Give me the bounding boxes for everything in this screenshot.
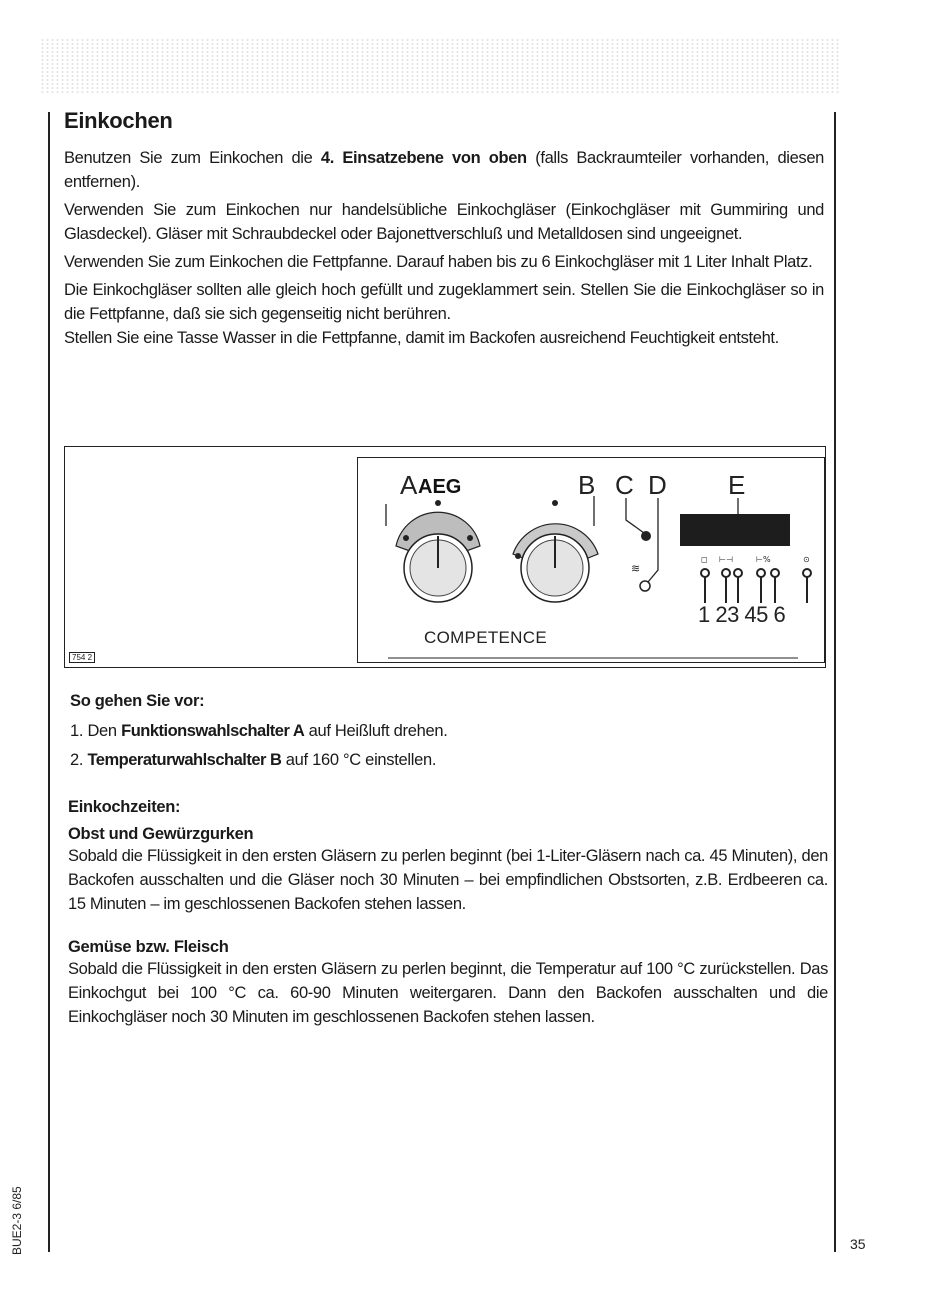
procedure-step-1 (70, 717, 830, 746)
paragraph-4: Die Einkochgläser sollten alle gleich hoch gefüllt und zugeklammert sein. Stellen Sie die Einkochgläser so in die Fettpfanne, daß sie sich gegenseitig nicht berühren. (64, 281, 824, 323)
procedure-heading: So gehen Sie vor: (70, 692, 205, 710)
section-title: Einkochen (64, 108, 173, 133)
svg-text:⊢⊣: ⊢⊣ (719, 555, 733, 564)
step-2-prefix: 2. (70, 751, 88, 769)
step-1-prefix: 1. Den (70, 722, 122, 740)
procedure-section (70, 692, 830, 775)
page-number: 35 (850, 1236, 866, 1252)
fruit-text: Sobald die Flüssigkeit in den ersten Gläsern zu perlen beginnt (bei 1-Liter-Gläsern nach ca. 45 Minuten), den Backofen ausschalten und die Gläser noch 30 Minuten – bei empfindlichen Obstsorten, z.B. Erdbeeren ca. 15 Minuten – im geschlossenen Backofen stehen lassen. (68, 847, 828, 913)
button-numbers: 1 23 45 6 (698, 602, 786, 627)
indicator-lamp-c (641, 531, 651, 541)
temperature-selector-knob-b (513, 500, 598, 602)
control-panel-figure (64, 446, 826, 668)
vegetable-heading: Gemüse bzw. Fleisch (68, 938, 229, 956)
vegetable-text: Sobald die Flüssigkeit in den ersten Gläsern zu perlen beginnt, die Temperatur auf 100 °C zurückstellen. Das Einkochgut bei 100 °C ca. 60-90 Minuten weitergaren. Dann den Backofen ausschalten und die Einkochgläser noch 30 Minuten im geschlossenen Backofen stehen lassen. (68, 960, 828, 1026)
svg-text:⊙: ⊙ (803, 555, 810, 564)
paragraph-1 (64, 146, 824, 194)
function-selector-knob-a (396, 500, 480, 602)
heat-symbol-icon: ≋ (631, 562, 641, 575)
clock-display-e (680, 514, 790, 546)
label-d: D (648, 470, 667, 500)
canning-times-section (66, 798, 828, 1029)
paragraph-3: Verwenden Sie zum Einkochen die Fettpfanne. Darauf haben bis zu 6 Einkochgläser mit 1 Liter Inhalt Platz. (64, 253, 813, 271)
procedure-step-2 (70, 746, 830, 775)
leader-line-c (626, 498, 644, 533)
aeg-logo: AEG (418, 476, 462, 498)
label-e: E (728, 470, 746, 500)
label-a: A (400, 470, 418, 500)
svg-text:⊢%: ⊢% (756, 555, 771, 564)
paragraph-5: Stellen Sie eine Tasse Wasser in die Fettpfanne, damit im Backofen ausreichend Feuchtigkeit entsteht. (64, 329, 779, 347)
button-symbol-icons (701, 555, 810, 564)
label-c: C (615, 470, 634, 500)
oven-control-panel (357, 457, 825, 663)
step-1-suffix: auf Heißluft drehen. (304, 722, 448, 740)
step-2-bold: Temperaturwahlschalter B (87, 751, 282, 769)
label-b: B (578, 470, 596, 500)
timer-buttons (701, 569, 811, 603)
scan-noise (40, 38, 840, 93)
paragraph-1-bold: 4. Einsatzebene von oben (320, 149, 527, 167)
step-2-suffix: auf 160 °C einstellen. (281, 751, 437, 769)
procedure-list (70, 717, 830, 775)
paragraph-1-part-2: (falls Backraumteiler vorhanden, diesen entfernen). (64, 149, 824, 191)
right-margin-rule (834, 112, 836, 1252)
paragraph-1-part-1: Benutzen Sie zum Einkochen die (64, 149, 321, 167)
document-code: BUE2-3 6/85 (10, 1186, 24, 1255)
left-margin-rule (48, 112, 50, 1252)
paragraph-2: Verwenden Sie zum Einkochen nur handelsübliche Einkochgläser (Einkochgläser mit Gummiring und Glasdeckel). Gläser mit Schraubdeckel oder Bajonettverschluß und Metalldosen sind ungeeignet. (64, 201, 824, 243)
fruit-heading: Obst und Gewürzgurken (68, 825, 254, 843)
canning-times-heading: Einkochzeiten: (68, 798, 181, 816)
svg-text:◻: ◻ (701, 555, 708, 564)
indicator-lamp-d (640, 581, 650, 591)
section-content (64, 108, 824, 354)
model-name: COMPETENCE (424, 628, 547, 647)
figure-code: 754 2 (69, 652, 95, 663)
step-1-bold: Funktionswahlschalter A (121, 722, 305, 740)
leader-line-d (648, 498, 658, 582)
